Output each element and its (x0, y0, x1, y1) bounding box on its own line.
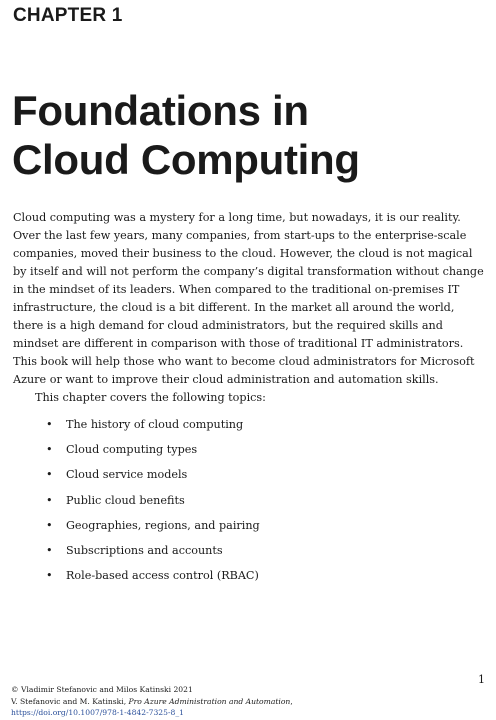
topic-list (13, 416, 260, 592)
chapter-title-line-2: Cloud Computing (12, 136, 360, 183)
body-text (13, 209, 487, 407)
citation-line (11, 696, 293, 708)
bullet-icon: • (46, 518, 53, 532)
list-item-text: Subscriptions and accounts (66, 543, 223, 557)
doi-link[interactable]: https://doi.org/10.1007/978-1-4842-7325-8_1 (11, 708, 184, 717)
list-item-text: The history of cloud computing (66, 418, 244, 431)
list-item-text: Public cloud benefits (66, 493, 185, 507)
intro-paragraph: Cloud computing was a mystery for a long time, but nowadays, it is our reality. Over the last few years, many companies, from start-ups to the enterprise-scale companies, moved their business to the cloud. However, the cloud is not magical by itself and will not perform the company’s digital transformation without change in the mindset of its leaders. When compared to the traditional on-premises IT infrastructure, the cloud is a bit different. In the market all around the world, there is a high demand for cloud administrators, but the required skills and mindset are different in comparison with those of traditional IT administrators. This book will help those who want to become cloud administrators for Microsoft Azure or want to improve their cloud administration and automation skills. (13, 211, 484, 386)
copyright-line: © Vladimir Stefanovic and Milos Katinski 2021 (11, 685, 193, 694)
topics-intro-paragraph: This chapter covers the following topics: (35, 391, 266, 404)
list-item (13, 466, 260, 491)
list-item (13, 567, 260, 592)
footer (11, 684, 293, 719)
citation-authors: V. Stefanovic and M. Katinski, (11, 696, 129, 706)
list-item-text: Geographies, regions, and pairing (66, 518, 260, 532)
chapter-label: CHAPTER 1 (13, 5, 123, 26)
list-item-text: Cloud computing types (66, 443, 198, 457)
bullet-icon: • (46, 493, 53, 507)
bullet-icon: • (46, 418, 53, 431)
list-item (13, 517, 260, 542)
list-item (13, 492, 260, 517)
bullet-icon: • (46, 543, 53, 557)
page-number: 1 (478, 673, 485, 686)
list-item-text: Cloud service models (66, 468, 188, 482)
list-item (13, 542, 260, 567)
bullet-icon: • (46, 569, 53, 583)
list-item (13, 441, 260, 466)
list-item-text: Role-based access control (RBAC) (66, 569, 259, 583)
chapter-title-line-1: Foundations in (12, 87, 309, 134)
bullet-icon: • (46, 468, 53, 482)
bullet-icon: • (46, 443, 53, 457)
chapter-title (12, 86, 360, 184)
list-item (13, 416, 260, 441)
citation-book-title: Pro Azure Administration and Automation (128, 696, 291, 706)
citation-suffix: , (290, 696, 293, 706)
